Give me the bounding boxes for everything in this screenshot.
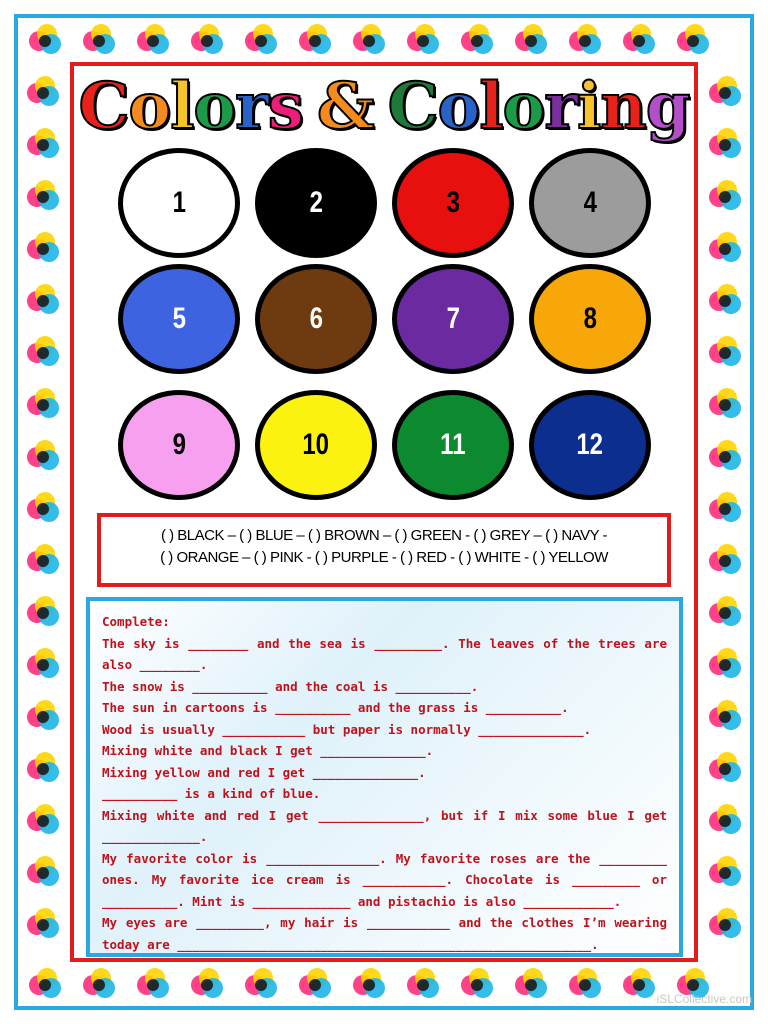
flower-icon [24, 596, 62, 630]
exercise-line: The sky is ________ and the sea is _________. The leaves of the trees are also ________. [102, 635, 667, 672]
flower-icon [706, 284, 744, 318]
swatch-number: 8 [583, 302, 597, 335]
title-letter: o [502, 68, 545, 144]
flower-icon [350, 24, 388, 58]
flower-icon [706, 856, 744, 890]
exercise-line: The snow is __________ and the coal is __________. [102, 678, 479, 694]
flower-icon [706, 648, 744, 682]
flower-icon [706, 232, 744, 266]
color-swatch-12 [529, 390, 651, 500]
word-bank-line-2: ( ) ORANGE – ( ) PINK - ( ) PURPLE - ( ) RED - ( ) WHITE - ( ) YELLOW [160, 549, 608, 566]
flower-icon [80, 24, 118, 58]
flower-icon [26, 968, 64, 1002]
word-bank [97, 513, 671, 587]
flower-icon [620, 968, 658, 1002]
exercise-line: Wood is usually ___________ but paper is normally ______________. [102, 721, 592, 737]
flower-icon [706, 700, 744, 734]
exercise-line: The sun in cartoons is __________ and the grass is __________. [102, 700, 569, 715]
flower-icon [24, 752, 62, 786]
flower-icon [706, 180, 744, 214]
exercise-heading: Complete: [102, 614, 170, 629]
flower-icon [458, 24, 496, 58]
title-letter: s [267, 68, 303, 144]
flower-icon [242, 968, 280, 1002]
flower-icon [24, 440, 62, 474]
title-letter: o [193, 68, 236, 144]
title-letter: o [128, 68, 171, 144]
title-letter [303, 69, 317, 144]
flower-icon [706, 492, 744, 526]
swatch-number: 7 [446, 302, 460, 335]
title-letter: g [645, 68, 690, 144]
title-letter: C [78, 68, 129, 144]
color-swatch-5 [118, 264, 240, 374]
flower-icon [512, 968, 550, 1002]
flower-icon [458, 968, 496, 1002]
flower-icon [24, 180, 62, 214]
flower-icon [674, 24, 712, 58]
flower-icon [566, 968, 604, 1002]
flower-icon [134, 968, 172, 1002]
color-swatch-10 [255, 390, 377, 500]
flower-icon [566, 24, 604, 58]
color-swatch-3 [392, 148, 514, 258]
color-swatch-6 [255, 264, 377, 374]
exercise-line: Mixing white and black I get ______________. [102, 743, 434, 758]
flower-icon [24, 284, 62, 318]
worksheet-title [78, 66, 690, 146]
title-letter: o [437, 68, 480, 144]
color-swatch-4 [529, 148, 651, 258]
title-letter: l [479, 68, 503, 144]
flower-icon [24, 804, 62, 838]
flower-icon [706, 544, 744, 578]
color-swatch-9 [118, 390, 240, 500]
color-swatch-2 [255, 148, 377, 258]
flower-icon [296, 24, 334, 58]
title-letter: C [387, 68, 438, 144]
swatch-number: 11 [440, 428, 466, 461]
swatch-number: 3 [446, 186, 460, 219]
flower-icon [404, 968, 442, 1002]
flower-icon [706, 128, 744, 162]
flower-icon [296, 968, 334, 1002]
exercise-line: My favorite color is _______________. My favorite roses are the _________ ones. My favorite ice cream is ___________. Chocolate is _________ or __________. Mint is _____________ and pistachio is also ____________. [102, 850, 667, 909]
color-swatch-11 [392, 390, 514, 500]
flower-icon [242, 24, 280, 58]
flower-icon [188, 968, 226, 1002]
swatch-number: 5 [172, 302, 186, 335]
exercise-line: My eyes are _________, my hair is ___________ and the clothes I’m wearing today are _______________________________________________________. [102, 915, 667, 952]
flower-icon [706, 752, 744, 786]
title-letter: r [544, 68, 577, 144]
word-bank-line-1: ( ) BLACK – ( ) BLUE – ( ) BROWN – ( ) GREEN - ( ) GREY – ( ) NAVY - [160, 527, 608, 544]
flower-icon [24, 232, 62, 266]
flower-icon [24, 492, 62, 526]
flower-icon [80, 968, 118, 1002]
exercise-line: Mixing yellow and red I get ______________. [102, 764, 426, 780]
flower-icon [706, 76, 744, 110]
flower-icon [24, 388, 62, 422]
swatch-number: 12 [576, 428, 604, 461]
flower-icon [350, 968, 388, 1002]
flower-icon [24, 700, 62, 734]
flower-icon [706, 336, 744, 370]
flower-icon [24, 648, 62, 682]
flower-icon [404, 24, 442, 58]
flower-icon [706, 908, 744, 942]
flower-icon [24, 336, 62, 370]
flower-icon [188, 24, 226, 58]
title-letter: l [170, 68, 194, 144]
watermark: iSLCollective.com [656, 992, 752, 1006]
swatch-number: 1 [172, 186, 186, 219]
flower-icon [24, 128, 62, 162]
swatch-number: 10 [302, 428, 330, 461]
color-swatch-1 [118, 148, 240, 258]
flower-icon [706, 804, 744, 838]
flower-icon [134, 24, 172, 58]
title-letter: & [316, 68, 374, 144]
complete-exercise [86, 597, 683, 957]
title-letter: i [576, 68, 601, 144]
flower-icon [26, 24, 64, 58]
flower-icon [512, 24, 550, 58]
flower-icon [706, 596, 744, 630]
exercise-line: __________ is a kind of blue. [102, 786, 321, 801]
title-letter: r [235, 68, 268, 144]
swatch-number: 2 [309, 186, 323, 219]
title-letter: n [600, 68, 646, 144]
flower-icon [706, 388, 744, 422]
flower-icon [24, 76, 62, 110]
flower-icon [24, 544, 62, 578]
color-swatch-7 [392, 264, 514, 374]
exercise-line: Mixing white and red I get ______________, but if I mix some blue I get _____________. [102, 807, 667, 844]
flower-icon [24, 856, 62, 890]
title-letter [374, 69, 388, 144]
flower-icon [620, 24, 658, 58]
swatch-number: 9 [172, 428, 186, 461]
flower-icon [24, 908, 62, 942]
color-swatch-8 [529, 264, 651, 374]
swatch-number: 4 [583, 186, 597, 219]
flower-icon [706, 440, 744, 474]
swatch-number: 6 [309, 302, 323, 335]
